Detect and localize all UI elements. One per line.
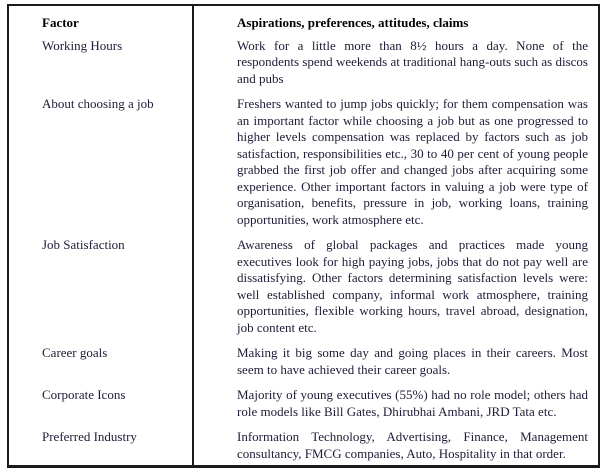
factor-cell: About choosing a job <box>42 96 154 111</box>
factor-cell: Career goals <box>42 345 108 360</box>
column-header-aspirations: Aspirations, preferences, attitudes, claims <box>237 15 469 30</box>
table-row <box>9 96 598 228</box>
factor-cell: Working Hours <box>42 37 123 53</box>
column-divider <box>192 6 194 465</box>
description-cell: Information Technology, Advertising, Finance, Management consultancy, FMCG companies, Auto, Hospitality in that order. <box>237 429 588 461</box>
description-cell: Work for a little more than 8½ hours a day. None of the respondents spend weekends at traditional hang-outs such as discos and pubs <box>237 37 588 86</box>
table-row <box>9 345 598 378</box>
table-header-row <box>9 15 598 32</box>
factor-cell: Corporate Icons <box>42 387 126 402</box>
column-header-factor: Factor <box>42 15 79 30</box>
factors-table <box>7 4 600 468</box>
factor-cell: Job Satisfaction <box>42 237 125 252</box>
table-row <box>9 429 598 462</box>
table-row <box>9 38 598 88</box>
description-cell: Making it big some day and going places in their careers. Most seem to have achieved their career goals. <box>237 345 588 377</box>
table-row <box>9 387 598 420</box>
description-cell: Freshers wanted to jump jobs quickly; for them compensation was an important factor while choosing a job but as one progressed to higher levels compensation was replaced by factors such as job satisfaction, responsibilities etc., 30 to 40 per cent of young people grabbed the first job offer and changed jobs after acquiring some experience. Other important factors in valuing a job were type of organisation, benefits, pressure in job, working loans, training opportunities, work atmosphere etc. <box>237 96 588 227</box>
factor-cell: Preferred Industry <box>42 429 137 444</box>
description-cell: Majority of young executives (55%) had no role model; others had role models like Bill Gates, Dhirubhai Ambani, JRD Tata etc. <box>237 387 588 419</box>
table-row <box>9 237 598 336</box>
description-cell: Awareness of global packages and practices made young executives look for high paying jobs, jobs that do not pay well are dissatisfying. Other factors determining satisfaction levels were: well established company, informal work atmosphere, training opportunities, flexible working hours, travel abroad, designation, job content etc. <box>237 237 588 335</box>
